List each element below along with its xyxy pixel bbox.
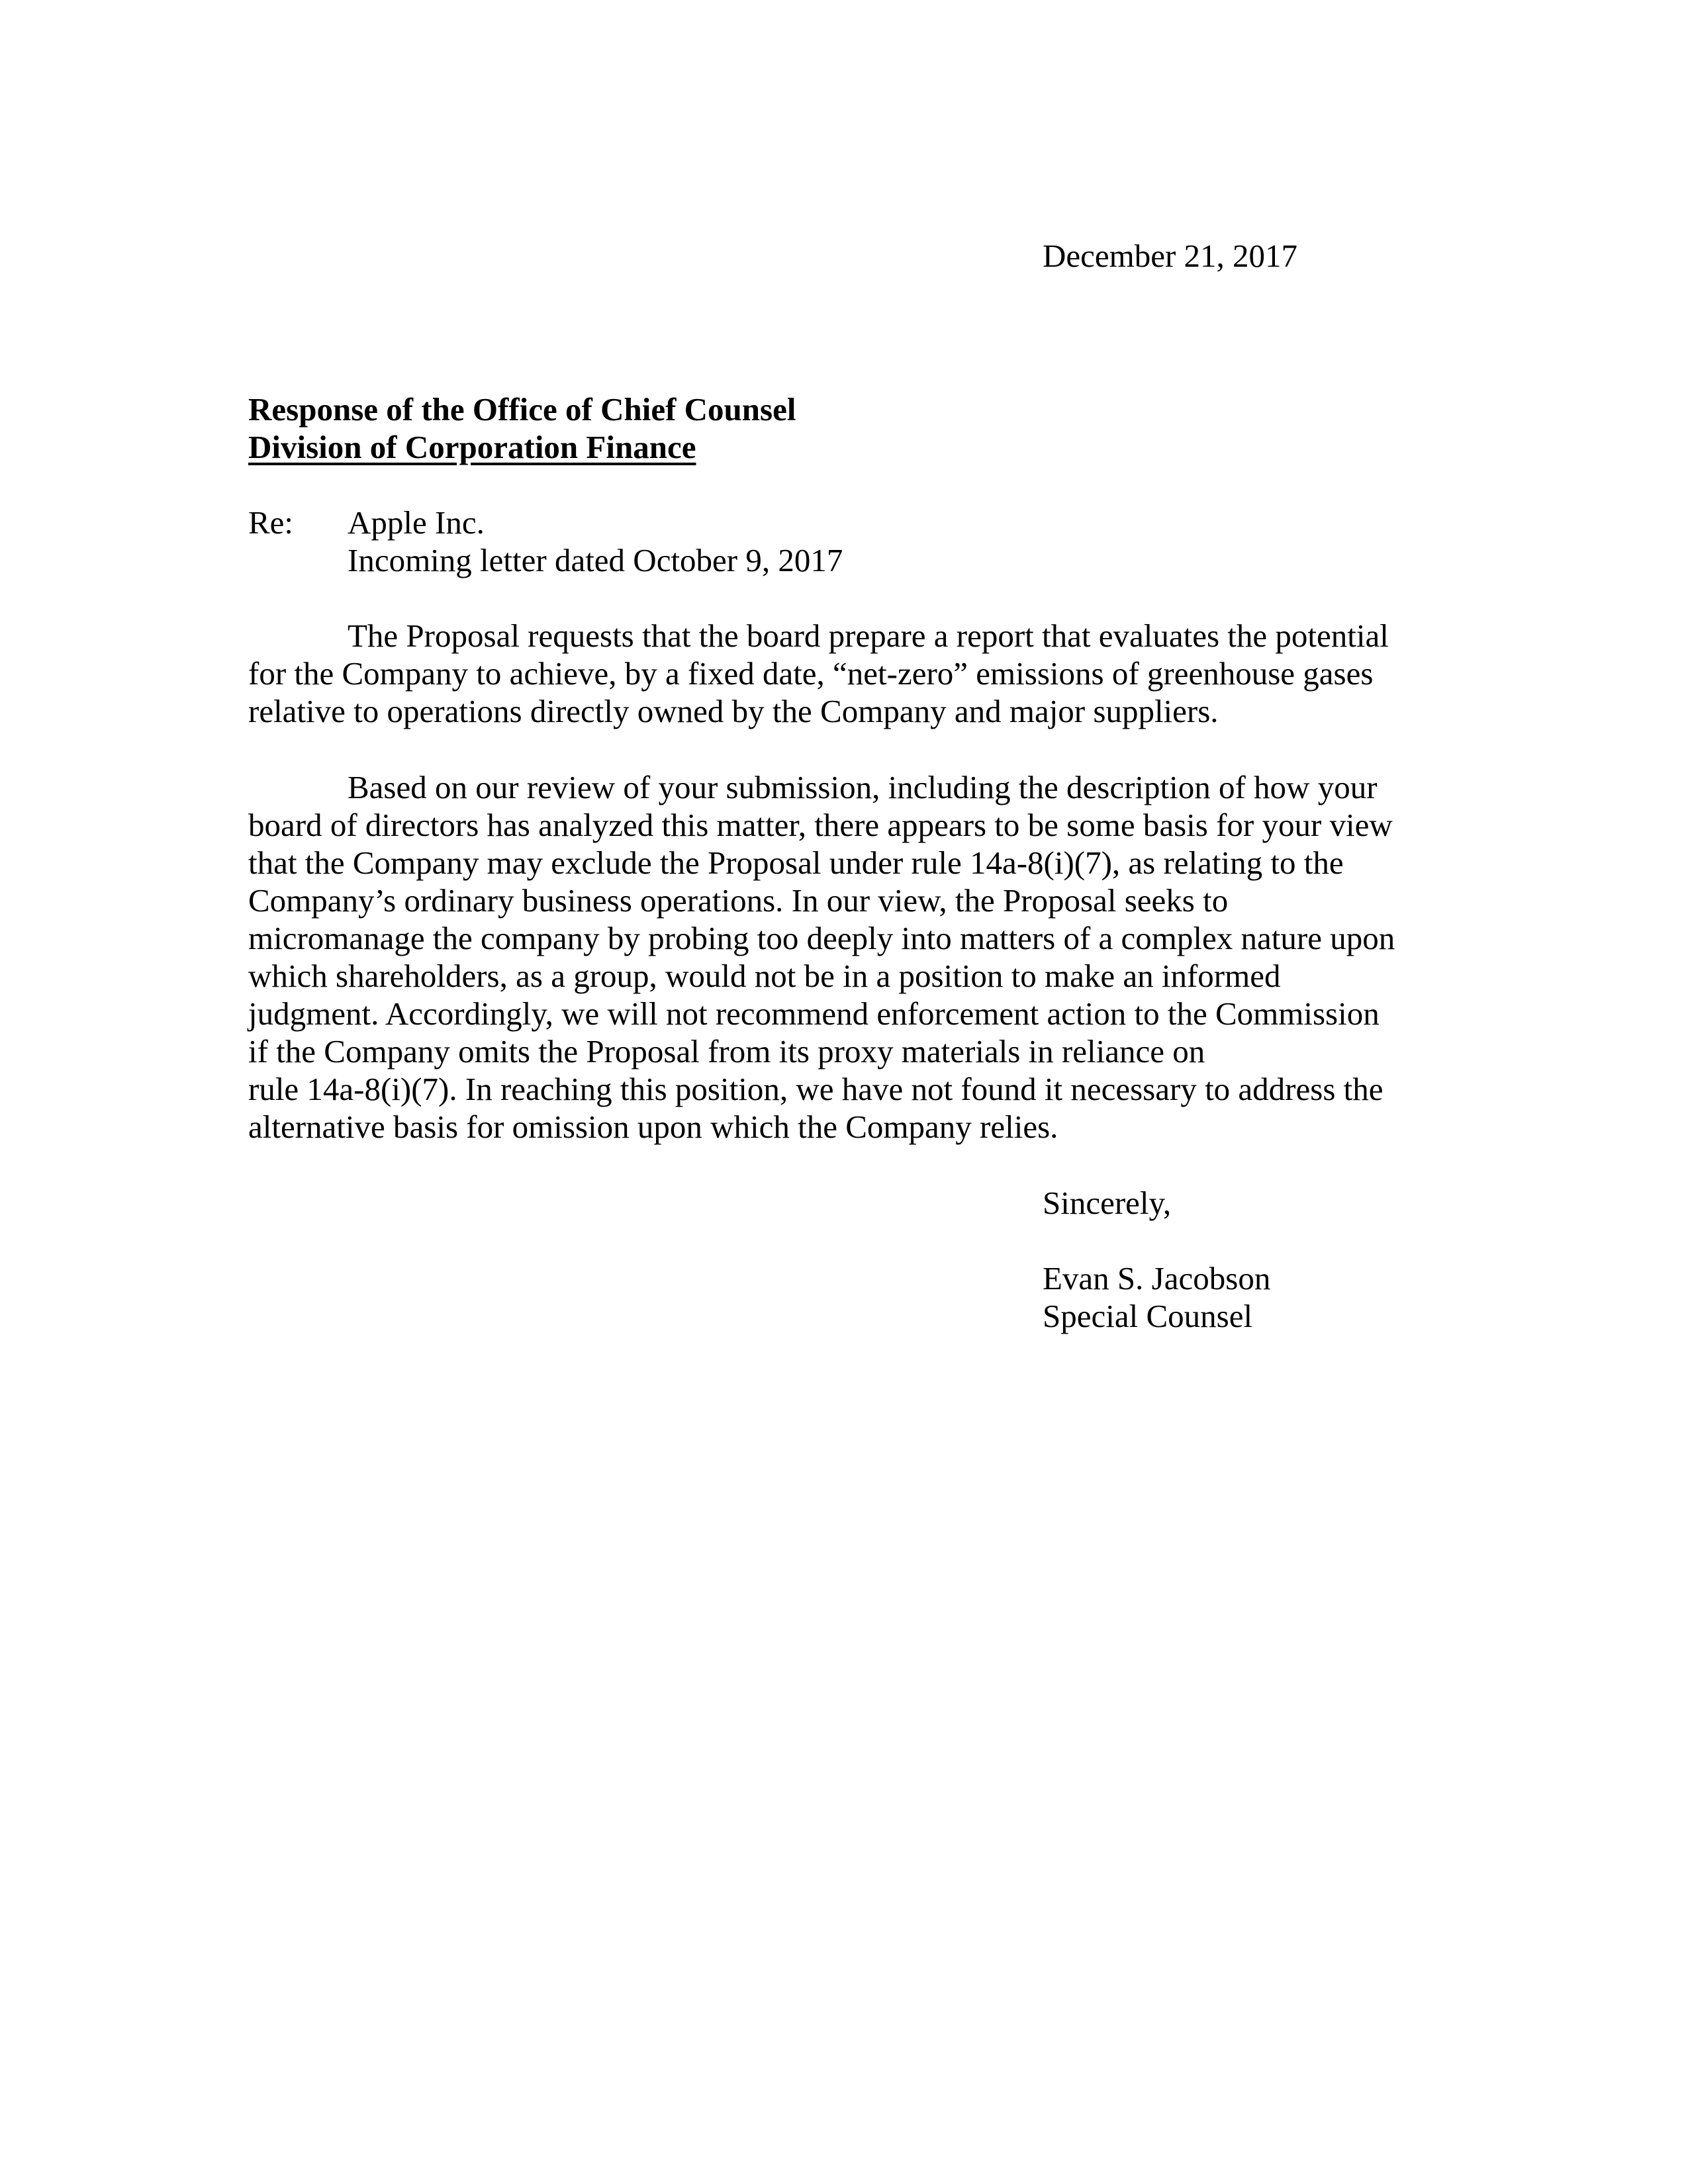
signature-block: [1043, 1259, 1270, 1335]
paragraph-line: if the Company omits the Proposal from its proxy materials in reliance on: [248, 1033, 1205, 1069]
paragraph-line: Based on our review of your submission, including the description of how your: [348, 769, 1378, 805]
paragraph-line: for the Company to achieve, by a fixed date, “net-zero” emissions of greenhouse gases: [248, 655, 1374, 692]
letter-date: December 21, 2017: [1043, 238, 1298, 274]
re-subject: [348, 504, 843, 579]
letter-heading: [248, 390, 796, 466]
paragraph-line: micromanage the company by probing too deeply into matters of a complex nature upon: [248, 920, 1395, 956]
signer-title: Special Counsel: [1043, 1298, 1253, 1334]
re-company: Apple Inc.: [348, 504, 485, 541]
paragraph-line: judgment. Accordingly, we will not recommend enforcement action to the Commission: [248, 995, 1380, 1032]
paragraph-line: alternative basis for omission upon which the Company relies.: [248, 1109, 1058, 1145]
paragraph-line: Company’s ordinary business operations. In our view, the Proposal seeks to: [248, 882, 1229, 919]
paragraph-line: which shareholders, as a group, would not be in a position to make an informed: [248, 958, 1281, 994]
signer-name: Evan S. Jacobson: [1043, 1260, 1271, 1297]
division-heading: Division of Corporation Finance: [248, 429, 696, 465]
office-heading: Response of the Office of Chief Counsel: [248, 391, 796, 428]
paragraph-line: The Proposal requests that the board prepare a report that evaluates the potential: [348, 617, 1389, 654]
re-label: Re:: [248, 504, 294, 541]
paragraph-line: board of directors has analyzed this matter, there appears to be some basis for your view: [248, 807, 1393, 843]
paragraph-proposal-summary: [248, 617, 1389, 730]
closing: Sincerely,: [1043, 1185, 1172, 1221]
paragraph-staff-response: [248, 768, 1395, 1146]
paragraph-line: that the Company may exclude the Proposal under rule 14a-8(i)(7), as relating to the: [248, 844, 1344, 881]
re-incoming-letter: Incoming letter dated October 9, 2017: [348, 542, 843, 578]
paragraph-line: rule 14a-8(i)(7). In reaching this position, we have not found it necessary to address the: [248, 1071, 1383, 1107]
paragraph-line: relative to operations directly owned by the Company and major suppliers.: [248, 693, 1219, 729]
